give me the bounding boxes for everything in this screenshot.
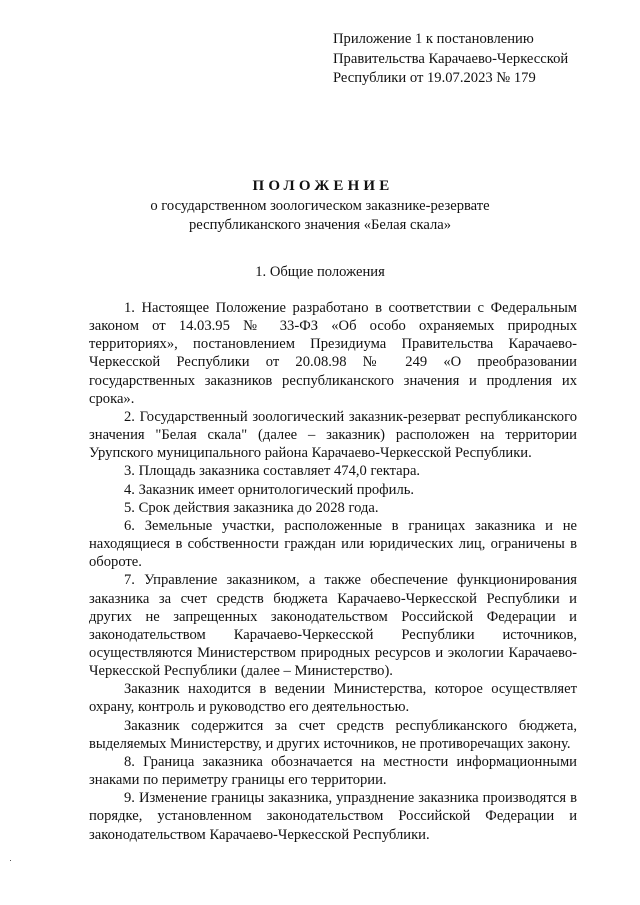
paragraph: 1. Настоящее Положение разработано в соответствии с Федеральным законом от 14.03.95 № 33-ФЗ «Об особо охраняемых природных территориях», постановлением Президиума Правительства Карачаево-Черкесской Республики от 20.08.98 № 249 «О преобразовании государственных заказников республиканского значения и продления их срока». <box>89 300 577 407</box>
appendix-line: Правительства Карачаево-Черкесской <box>333 50 569 67</box>
paragraph: Заказник находится в ведении Министерства, которое осуществляет охрану, контроль и руководство его деятельностью. <box>89 681 577 716</box>
appendix-line: Республики от 19.07.2023 № 179 <box>333 70 536 86</box>
document-title: ПОЛОЖЕНИЕ <box>252 178 394 194</box>
subtitle-line: республиканского значения «Белая скала» <box>188 216 452 233</box>
section-heading: 1. Общие положения <box>255 264 385 280</box>
paragraph: Заказник содержится за счет средств республиканского бюджета, выделяемых Министерству, и других источников, не противоречащих закону. <box>89 717 577 752</box>
document-subtitle <box>0 197 640 234</box>
scan-speck <box>10 860 11 861</box>
paragraph: 5. Срок действия заказника до 2028 года. <box>124 499 379 516</box>
paragraph: 6. Земельные участки, расположенные в границах заказника и не находящиеся в собственности граждан или юридических лиц, ограничены в обороте. <box>89 517 577 571</box>
appendix-line: Приложение 1 к постановлению <box>333 31 534 47</box>
paragraph: 7. Управление заказником, а также обеспечение функционирования заказника за счет средств бюджета Карачаево-Черкесской Республики и других не запрещенных законодательством Российской Федерации и законодательством Карачаево-Черкесской Республики источников, осуществляются Министерством природных ресурсов и экологии Карачаево-Черкесской Республики (далее – Министерство). <box>89 572 577 680</box>
paragraph: 4. Заказник имеет орнитологический профиль. <box>124 481 415 498</box>
paragraph: 9. Изменение границы заказника, упразднение заказника производятся в порядке, установленном законодательством Российской Федерации и законодательством Карачаево-Черкесской Республики. <box>89 790 577 843</box>
subtitle-line: о государственном зоологическом заказнике-резервате <box>150 198 490 214</box>
paragraph: 2. Государственный зоологический заказник-резерват республиканского значения "Белая скала" (далее – заказник) расположен на территории Урупского муниципального района Карачаево-Черкесской Республики. <box>89 408 577 462</box>
paragraph: 3. Площадь заказника составляет 474,0 гектара. <box>124 463 421 480</box>
appendix-reference <box>333 30 568 89</box>
document-body <box>89 299 577 844</box>
paragraph: 8. Граница заказника обозначается на местности информационными знаками по периметру границы его территории. <box>89 753 577 789</box>
